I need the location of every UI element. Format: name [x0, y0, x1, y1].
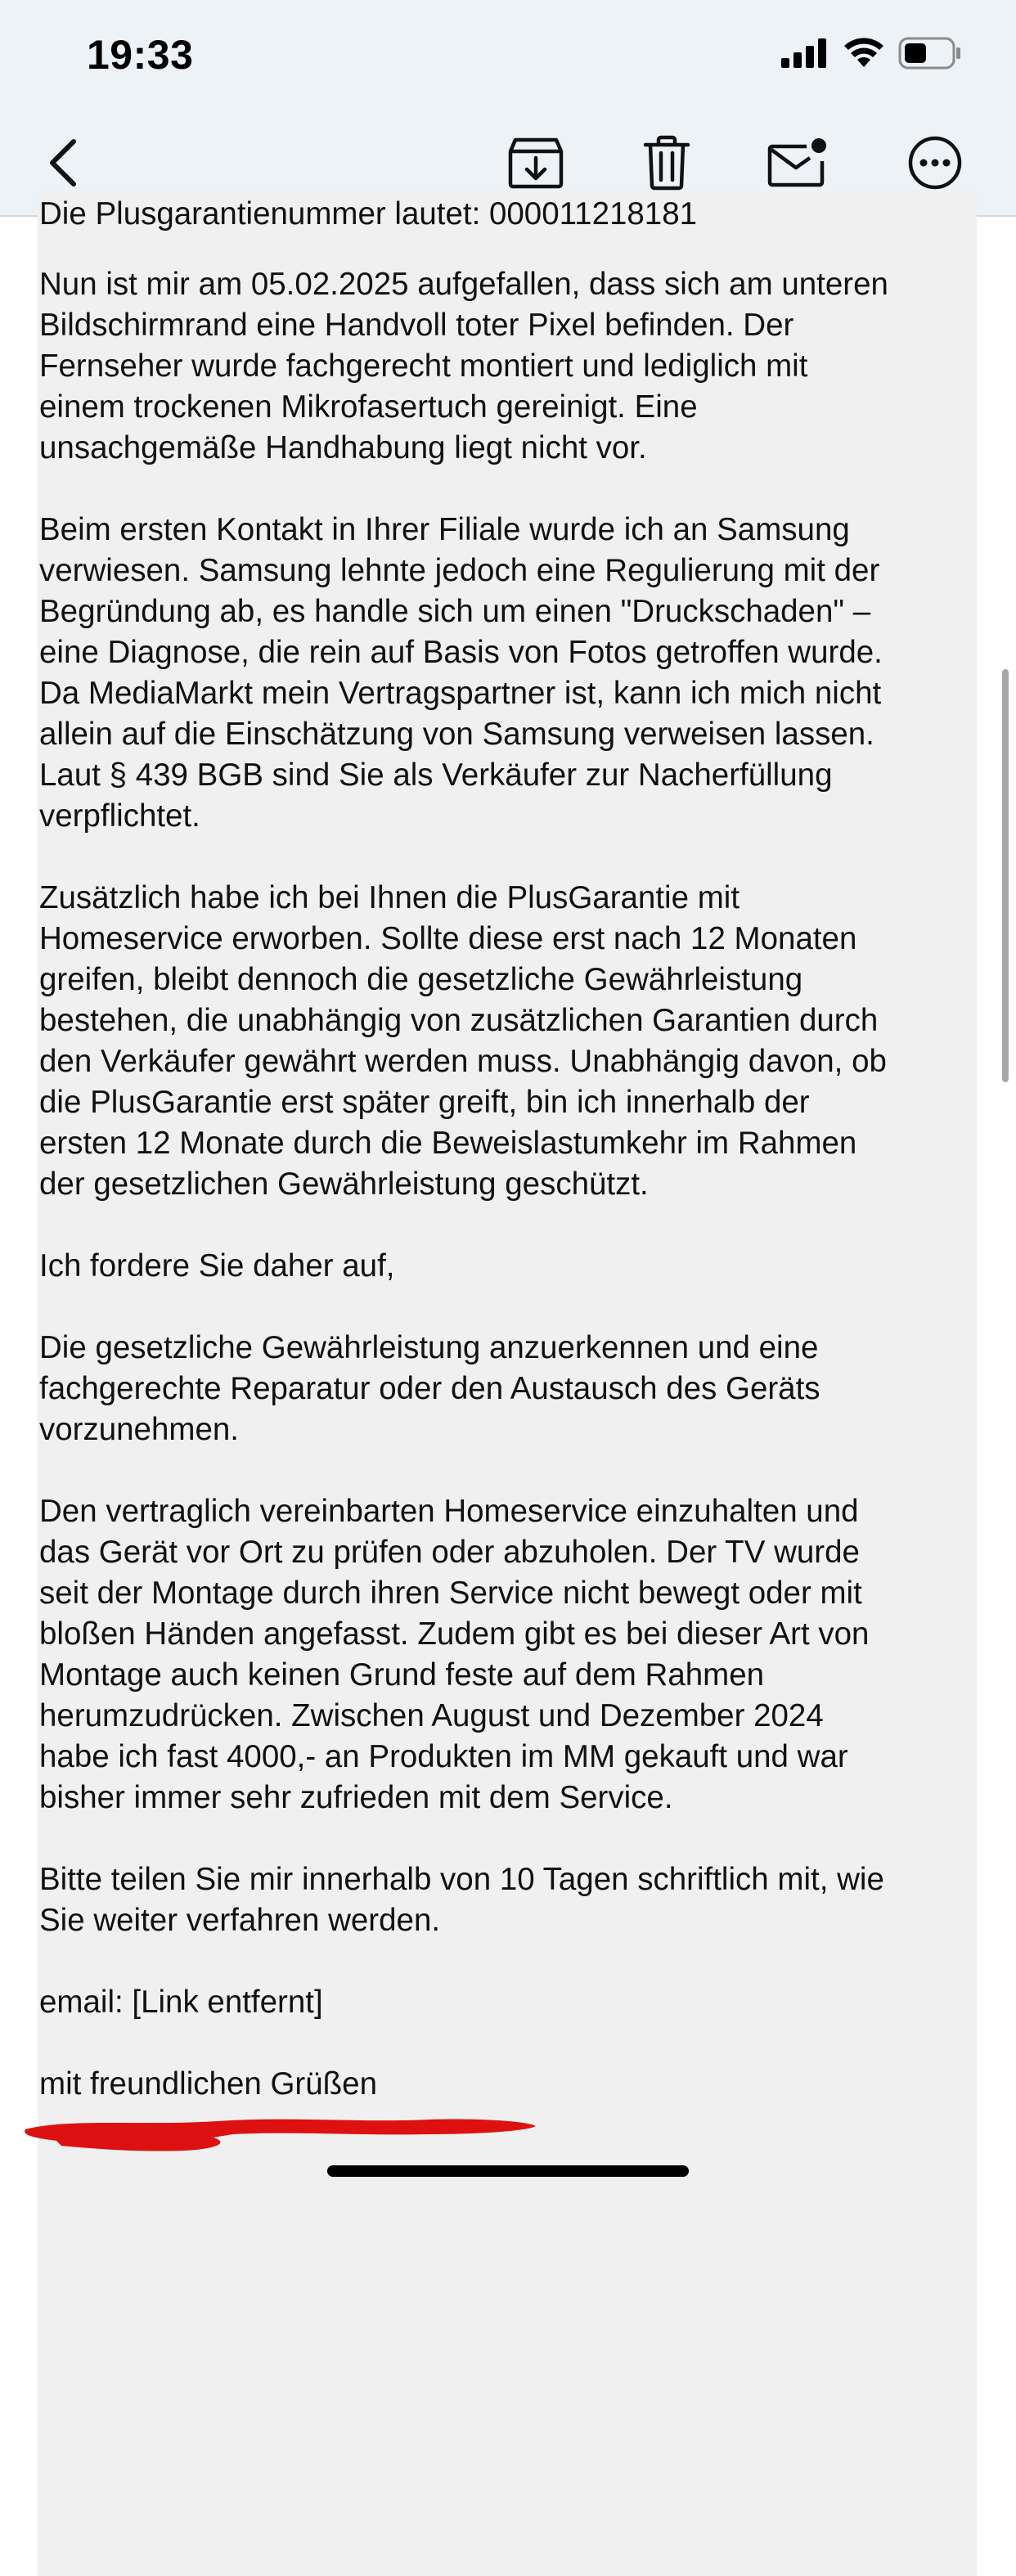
archive-button[interactable]	[499, 126, 573, 200]
text-line: Zusätzlich habe ich bei Ihnen die PlusGarantie mit	[39, 880, 740, 915]
mark-unread-button[interactable]	[761, 126, 834, 200]
text-line: eine Diagnose, die rein auf Basis von Fotos getroffen wurde.	[39, 635, 883, 670]
text-line: Bitte teilen Sie mir innerhalb von 10 Tagen schriftlich mit, wie	[39, 1862, 884, 1897]
text-line: herumzudrücken. Zwischen August und Dezember 2024	[39, 1698, 824, 1733]
email-paragraph	[39, 1982, 996, 2023]
status-time: 19:33	[87, 32, 194, 78]
text-line: der gesetzlichen Gewährleistung geschützt.	[39, 1167, 649, 1202]
email-text	[39, 264, 996, 2105]
text-line: das Gerät vor Ort zu prüfen oder abzuholen. Der TV wurde	[39, 1535, 860, 1570]
text-line: Den vertraglich vereinbarten Homeservice einzuhalten und	[39, 1494, 859, 1529]
email-body[interactable]	[0, 196, 1016, 2146]
text-line: allein auf die Einschätzung von Samsung verweisen lassen.	[39, 717, 874, 752]
battery-icon	[898, 37, 964, 70]
text-line: bloßen Händen angefasst. Zudem gibt es bei dieser Art von	[39, 1616, 870, 1652]
more-button[interactable]	[898, 126, 972, 200]
back-button[interactable]	[26, 126, 100, 200]
archive-icon	[507, 137, 564, 189]
email-paragraph	[39, 1328, 996, 1450]
scrollbar[interactable]	[1002, 669, 1009, 1082]
text-line: Sie weiter verfahren werden.	[39, 1903, 441, 1938]
signal-icon	[781, 38, 829, 68]
text-line: Homeservice erworben. Sollte diese erst nach 12 Monaten	[39, 921, 857, 956]
email-paragraph	[39, 878, 996, 1205]
text-line: email: [Link entfernt]	[39, 1985, 323, 2020]
text-line: mit freundlichen Grüßen	[39, 2066, 377, 2102]
text-line: fachgerechte Reparatur oder den Austausch des Geräts	[39, 1371, 820, 1406]
wifi-icon	[843, 36, 885, 69]
signature-redaction	[20, 2106, 544, 2164]
text-line: einem trockenen Mikrofasertuch gereinigt. Eine	[39, 389, 698, 425]
text-line: Die gesetzliche Gewährleistung anzuerkennen und eine	[39, 1330, 819, 1365]
email-paragraph	[39, 1491, 996, 1818]
text-line: bisher immer sehr zufrieden mit dem Service.	[39, 1780, 673, 1815]
text-line: verwiesen. Samsung lehnte jedoch eine Regulierung mit der	[39, 553, 880, 588]
text-line: Montage auch keinen Grund feste auf dem Rahmen	[39, 1657, 765, 1693]
text-line: Da MediaMarkt mein Vertragspartner ist, kann ich mich nicht	[39, 676, 882, 711]
email-paragraph	[39, 1246, 996, 1287]
text-line: habe ich fast 4000,- an Produkten im MM gekauft und war	[39, 1739, 848, 1774]
text-line: Nun ist mir am 05.02.2025 aufgefallen, dass sich am unteren	[39, 267, 888, 302]
trash-icon	[642, 135, 691, 191]
text-line: greifen, bleibt dennoch die gesetzliche Gewährleistung	[39, 962, 803, 997]
email-paragraph	[39, 264, 996, 469]
text-line: bestehen, die unabhängig von zusätzlichen Garantien durch	[39, 1003, 879, 1038]
email-paragraph	[39, 2064, 996, 2105]
text-line: Bildschirmrand eine Handvoll toter Pixel befinden. Der	[39, 308, 794, 343]
text-line: Begründung ab, es handle sich um einen "Druckschaden" –	[39, 594, 871, 629]
clipped-text-line: Die Plusgarantienummer lautet: 000011218181	[39, 196, 698, 232]
text-line: Fernseher wurde fachgerecht montiert und lediglich mit	[39, 348, 808, 384]
email-paragraph	[39, 510, 996, 837]
text-line: Beim ersten Kontakt in Ihrer Filiale wurde ich an Samsung	[39, 512, 850, 547]
status-bar	[0, 0, 1016, 115]
text-line: den Verkäufer gewährt werden muss. Unabhängig davon, ob	[39, 1044, 887, 1079]
mark-unread-icon	[767, 137, 828, 189]
text-line: unsachgemäße Handhabung liegt nicht vor.	[39, 430, 647, 465]
text-line: Laut § 439 BGB sind Sie als Verkäufer zur Nacherfüllung	[39, 758, 833, 793]
text-line: vorzunehmen.	[39, 1412, 239, 1447]
email-paragraph	[39, 1859, 996, 1941]
text-line: die PlusGarantie erst später greift, bin ich innerhalb der	[39, 1085, 810, 1120]
text-line: verpflichtet.	[39, 798, 200, 834]
home-indicator[interactable]	[327, 2165, 689, 2177]
more-icon	[907, 135, 963, 191]
trash-button[interactable]	[630, 126, 704, 200]
text-line: ersten 12 Monate durch die Beweislastumkehr im Rahmen	[39, 1126, 857, 1161]
text-line: seit der Montage durch ihren Service nicht bewegt oder mit	[39, 1576, 862, 1611]
text-line: Ich fordere Sie daher auf,	[39, 1248, 395, 1284]
back-icon	[43, 137, 83, 189]
